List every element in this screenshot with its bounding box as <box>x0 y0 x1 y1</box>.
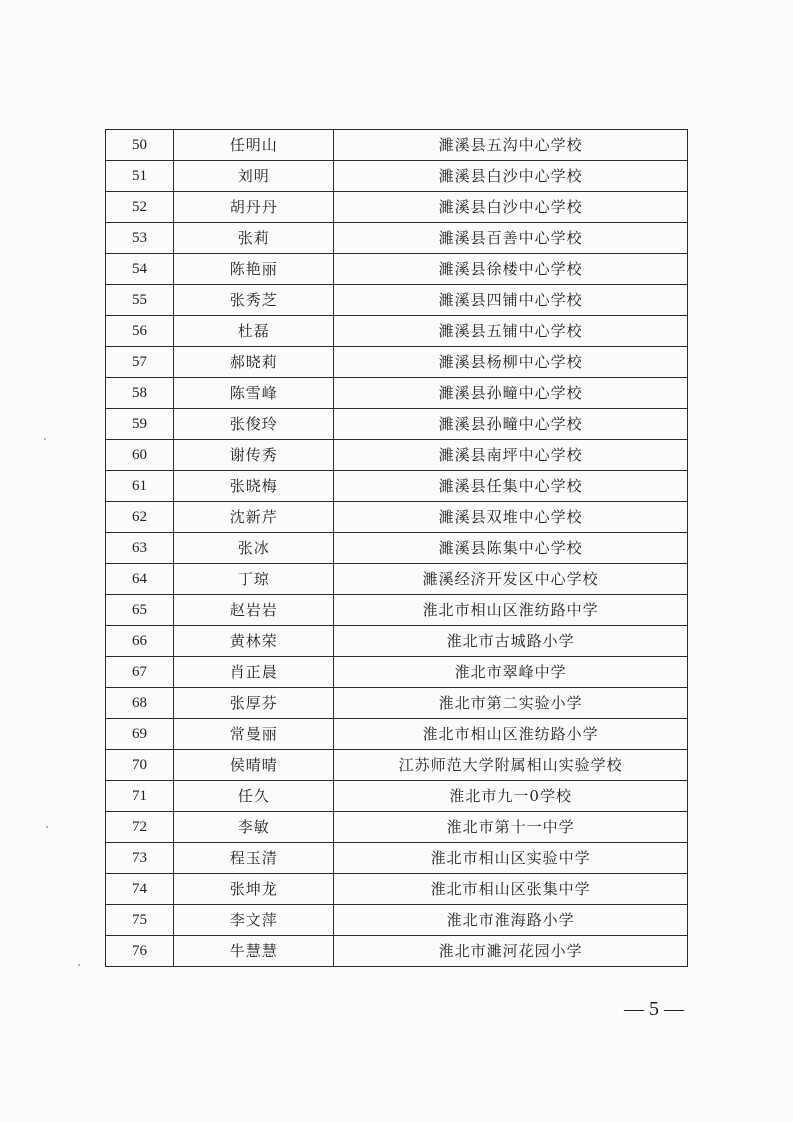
row-number-cell: 63 <box>106 533 174 564</box>
row-number-cell: 70 <box>106 750 174 781</box>
row-number-cell: 57 <box>106 347 174 378</box>
row-number-cell: 50 <box>106 130 174 161</box>
table-row <box>106 626 688 657</box>
table-row <box>106 316 688 347</box>
scan-speck <box>46 826 48 828</box>
row-number-cell: 53 <box>106 223 174 254</box>
school-cell: 淮北市淮海路小学 <box>334 905 688 936</box>
row-number-cell: 74 <box>106 874 174 905</box>
name-cell: 程玉清 <box>174 843 334 874</box>
name-cell: 沈新芹 <box>174 502 334 533</box>
row-number-cell: 76 <box>106 936 174 967</box>
school-cell: 江苏师范大学附属相山实验学校 <box>334 750 688 781</box>
table-row <box>106 936 688 967</box>
row-number-cell: 61 <box>106 471 174 502</box>
row-number-cell: 67 <box>106 657 174 688</box>
school-cell: 濉溪县任集中心学校 <box>334 471 688 502</box>
table-row <box>106 750 688 781</box>
table-row <box>106 440 688 471</box>
table-row <box>106 409 688 440</box>
name-cell: 赵岩岩 <box>174 595 334 626</box>
table-row <box>106 781 688 812</box>
school-cell: 淮北市古城路小学 <box>334 626 688 657</box>
scan-speck <box>78 964 80 966</box>
name-cell: 李敏 <box>174 812 334 843</box>
school-cell: 淮北市相山区淮纺路中学 <box>334 595 688 626</box>
roster-table <box>105 129 688 967</box>
name-cell: 牛慧慧 <box>174 936 334 967</box>
name-cell: 任明山 <box>174 130 334 161</box>
name-cell: 丁琼 <box>174 564 334 595</box>
school-cell: 濉溪县双堆中心学校 <box>334 502 688 533</box>
name-cell: 侯晴晴 <box>174 750 334 781</box>
school-cell: 淮北市翠峰中学 <box>334 657 688 688</box>
row-number-cell: 72 <box>106 812 174 843</box>
row-number-cell: 51 <box>106 161 174 192</box>
table-row <box>106 130 688 161</box>
name-cell: 张俊玲 <box>174 409 334 440</box>
name-cell: 肖正晨 <box>174 657 334 688</box>
roster-body <box>106 130 688 967</box>
name-cell: 杜磊 <box>174 316 334 347</box>
row-number-cell: 73 <box>106 843 174 874</box>
school-cell: 淮北市相山区实验中学 <box>334 843 688 874</box>
table-row <box>106 595 688 626</box>
name-cell: 张厚芬 <box>174 688 334 719</box>
name-cell: 陈艳丽 <box>174 254 334 285</box>
table-row <box>106 533 688 564</box>
school-cell: 濉溪县杨柳中心学校 <box>334 347 688 378</box>
name-cell: 张莉 <box>174 223 334 254</box>
school-cell: 濉溪县南坪中心学校 <box>334 440 688 471</box>
table-row <box>106 719 688 750</box>
name-cell: 刘明 <box>174 161 334 192</box>
row-number-cell: 55 <box>106 285 174 316</box>
table-row <box>106 192 688 223</box>
school-cell: 濉溪县五沟中心学校 <box>334 130 688 161</box>
name-cell: 常曼丽 <box>174 719 334 750</box>
row-number-cell: 58 <box>106 378 174 409</box>
name-cell: 张坤龙 <box>174 874 334 905</box>
table-row <box>106 502 688 533</box>
table-row <box>106 564 688 595</box>
school-cell: 濉溪县百善中心学校 <box>334 223 688 254</box>
table-row <box>106 688 688 719</box>
name-cell: 任久 <box>174 781 334 812</box>
table-row <box>106 347 688 378</box>
row-number-cell: 71 <box>106 781 174 812</box>
name-cell: 李文萍 <box>174 905 334 936</box>
row-number-cell: 65 <box>106 595 174 626</box>
row-number-cell: 62 <box>106 502 174 533</box>
row-number-cell: 59 <box>106 409 174 440</box>
school-cell: 濉溪县白沙中心学校 <box>334 161 688 192</box>
table-row <box>106 874 688 905</box>
school-cell: 濉溪县五铺中心学校 <box>334 316 688 347</box>
table-row <box>106 471 688 502</box>
school-cell: 濉溪县陈集中心学校 <box>334 533 688 564</box>
row-number-cell: 68 <box>106 688 174 719</box>
table-row <box>106 843 688 874</box>
table-row <box>106 378 688 409</box>
name-cell: 黄林荣 <box>174 626 334 657</box>
table-row <box>106 657 688 688</box>
row-number-cell: 64 <box>106 564 174 595</box>
name-cell: 张晓梅 <box>174 471 334 502</box>
name-cell: 郝晓莉 <box>174 347 334 378</box>
row-number-cell: 52 <box>106 192 174 223</box>
name-cell: 张秀芝 <box>174 285 334 316</box>
school-cell: 濉溪县白沙中心学校 <box>334 192 688 223</box>
row-number-cell: 69 <box>106 719 174 750</box>
row-number-cell: 56 <box>106 316 174 347</box>
table-row <box>106 161 688 192</box>
name-cell: 胡丹丹 <box>174 192 334 223</box>
school-cell: 淮北市相山区淮纺路小学 <box>334 719 688 750</box>
row-number-cell: 54 <box>106 254 174 285</box>
school-cell: 淮北市濉河花园小学 <box>334 936 688 967</box>
table-row <box>106 254 688 285</box>
table-row <box>106 812 688 843</box>
table-row <box>106 223 688 254</box>
school-cell: 濉溪县孙疃中心学校 <box>334 409 688 440</box>
name-cell: 陈雪峰 <box>174 378 334 409</box>
row-number-cell: 60 <box>106 440 174 471</box>
school-cell: 淮北市九一0学校 <box>334 781 688 812</box>
table-row <box>106 285 688 316</box>
scan-speck <box>44 438 46 440</box>
school-cell: 濉溪县四铺中心学校 <box>334 285 688 316</box>
school-cell: 濉溪县徐楼中心学校 <box>334 254 688 285</box>
name-cell: 谢传秀 <box>174 440 334 471</box>
name-cell: 张冰 <box>174 533 334 564</box>
school-cell: 濉溪县孙疃中心学校 <box>334 378 688 409</box>
table-row <box>106 905 688 936</box>
row-number-cell: 66 <box>106 626 174 657</box>
school-cell: 淮北市第十一中学 <box>334 812 688 843</box>
page-number: — 5 — <box>624 998 684 1020</box>
school-cell: 淮北市相山区张集中学 <box>334 874 688 905</box>
school-cell: 淮北市第二实验小学 <box>334 688 688 719</box>
row-number-cell: 75 <box>106 905 174 936</box>
school-cell: 濉溪经济开发区中心学校 <box>334 564 688 595</box>
